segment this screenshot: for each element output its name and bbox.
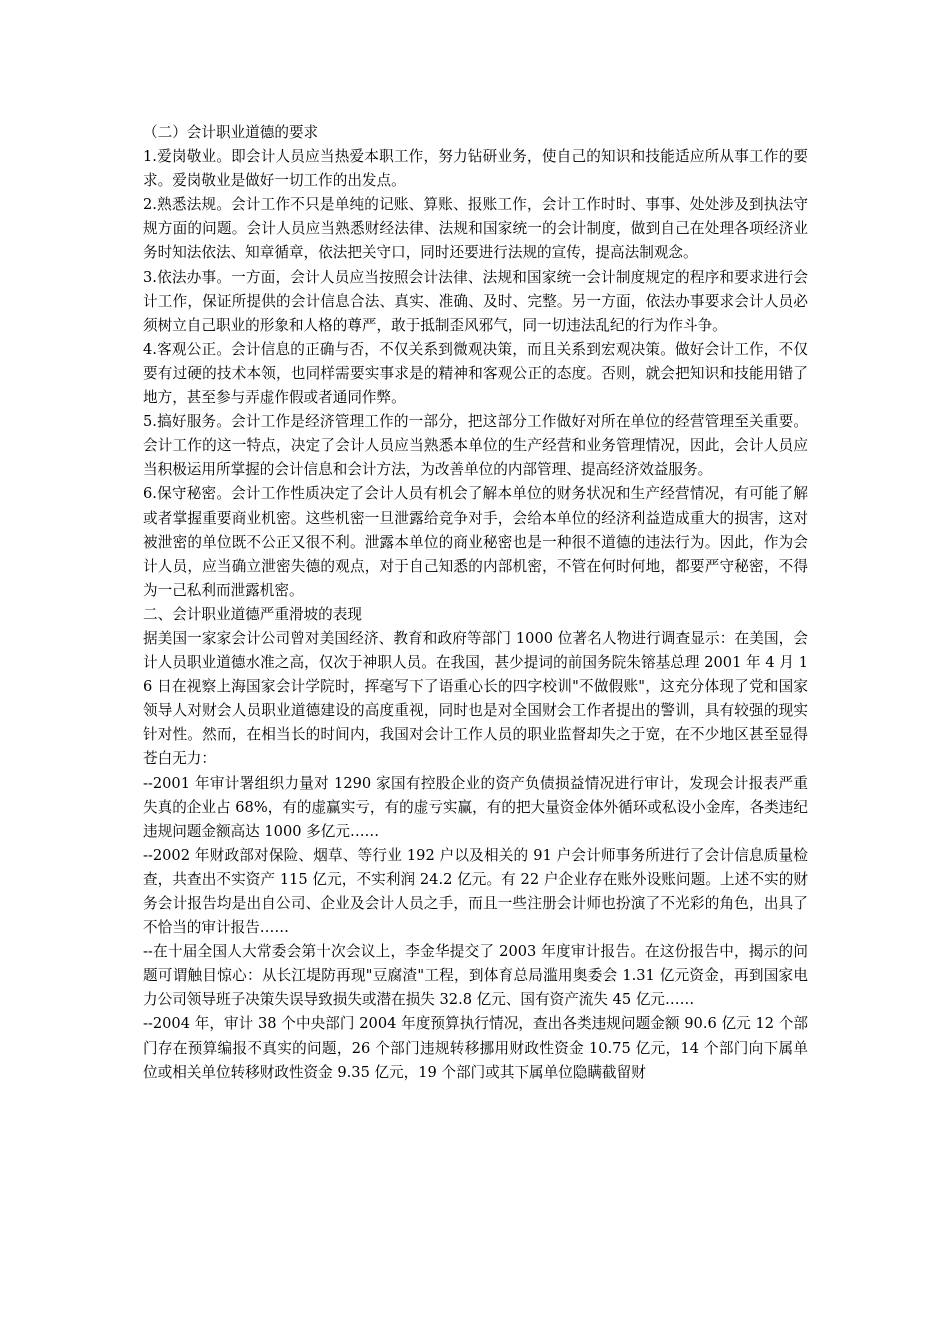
paragraph-familiar-regulations: 2.熟悉法规。会计工作不只是单纯的记账、算账、报账工作，会计工作时时、事事、处处涉及到执法守规方面的问题。会计人员应当熟悉财经法律、法规和国家统一的会计制度，做到自己在处理各项经济业务时知法依法、知章循章，依法把关守口，同时还要进行法规的宣传，提高法制观念。	[143, 196, 808, 262]
paragraph-2002-inspection: --2002 年财政部对保险、烟草、等行业 192 户以及相关的 91 户会计师事务所进行了会计信息质量检查，共查出不实资产 115 亿元，不实利润 24.2 亿元。有 22 户企业存在账外设账问题。上述不实的财务会计报告均是出自公司、企业及会计人员之手，而且一些注册会计师也扮演了不光彩的角色，出具了不恰当的审计报告……	[143, 846, 808, 937]
paragraph-survey: 据美国一家家会计公司曾对美国经济、教育和政府等部门 1000 位著名人物进行调查显示：在美国，会计人员职业道德水准之高，仅次于神职人员。在我国，甚少提词的前国务院朱镕基总理 2001 年 4 月 16 日在视察上海国家会计学院时，挥毫写下了语重心长的四字校训"不做假账"，这充分体现了党和国家领导人对财会人员职业道德建设的高度重视，同时也是对全国财会工作者提出的警训，具有较强的现实针对性。然而，在相当长的时间内，我国对会计工作人员的职业监督却失之于宽，在不少地区甚至显得苍白无力：	[143, 629, 808, 768]
paragraph-objective-fair: 4.客观公正。会计信息的正确与否，不仅关系到微观决策，而且关系到宏观决策。做好会计工作，不仅要有过硬的技术本领，也同样需要实事求是的精神和客观公正的态度。否则，就会把知识和技能用错了地方，甚至参与弄虚作假或者通同作弊。	[143, 340, 808, 407]
section-heading-decline: 二、会计职业道德严重滑坡的表现	[143, 605, 362, 623]
paragraph-dedication: 1.爱岗敬业。即会计人员应当热爱本职工作，努力钻研业务，使自己的知识和技能适应所从事工作的要求。爱岗敬业是做好一切工作的出发点。	[143, 148, 808, 190]
paragraph-2004-audit: --2004 年，审计 38 个中央部门 2004 年度预算执行情况，查出各类违规问题金额 90.6 亿元 12 个部门存在预算编报不真实的问题，26 个部门违规转移挪用财政性资金 10.75 亿元，14 个部门向下属单位或相关单位转移财政性资金 9.35 亿元，19 个部门或其下属单位隐瞒截留财	[143, 1015, 808, 1081]
paragraph-keep-secrets: 6.保守秘密。会计工作性质决定了会计人员有机会了解本单位的财务状况和生产经营情况，有可能了解或者掌握重要商业机密。这些机密一旦泄露给竞争对手，会给本单位的经济利益造成重大的损害，这对被泄密的单位既不公正又很不利。泄露本单位的商业秘密也是一种很不道德的违法行为。因此，作为会计人员，应当确立泄密失德的观点，对于自己知悉的内部机密，不管在何时何地，都要严守秘密，不得为一己私利而泄露机密。	[143, 485, 808, 599]
paragraph-2001-audit: --2001 年审计署组织力量对 1290 家国有控股企业的资产负债损益情况进行审计，发现会计报表严重失真的企业占 68%，有的虚赢实亏，有的虚亏实赢，有的把大量资金体外循环或私设小金库，各类违纪违规问题金额高达 1000 多亿元……	[143, 774, 808, 840]
document-page	[143, 121, 808, 1085]
paragraph-act-by-law: 3.依法办事。一方面，会计人员应当按照会计法律、法规和国家统一会计制度规定的程序和要求进行会计工作，保证所提供的会计信息合法、真实、准确、及时、完整。另一方面，依法办事要求会计人员必须树立自己职业的形象和人格的尊严，敢于抵制歪风邪气，同一切违法乱纪的行为作斗争。	[143, 268, 808, 334]
paragraph-2003-report: --在十届全国人大常委会第十次会议上，李金华提交了 2003 年度审计报告。在这份报告中，揭示的问题可谓触目惊心：从长江堤防再现"豆腐渣"工程，到体育总局滥用奥委会 1.31 亿元资金，再到国家电力公司领导班子决策失误导致损失或潜在损失 32.8 亿元、国有资产流失 45 亿元……	[143, 943, 808, 1009]
section-heading-requirements: （二）会计职业道德的要求	[143, 124, 319, 141]
paragraph-good-service: 5.搞好服务。会计工作是经济管理工作的一部分，把这部分工作做好对所在单位的经营管理至关重要。会计工作的这一特点，决定了会计人员应当熟悉本单位的生产经营和业务管理情况，因此，会计人员应当积极运用所掌握的会计信息和会计方法，为改善单位的内部管理、提高经济效益服务。	[143, 413, 808, 479]
